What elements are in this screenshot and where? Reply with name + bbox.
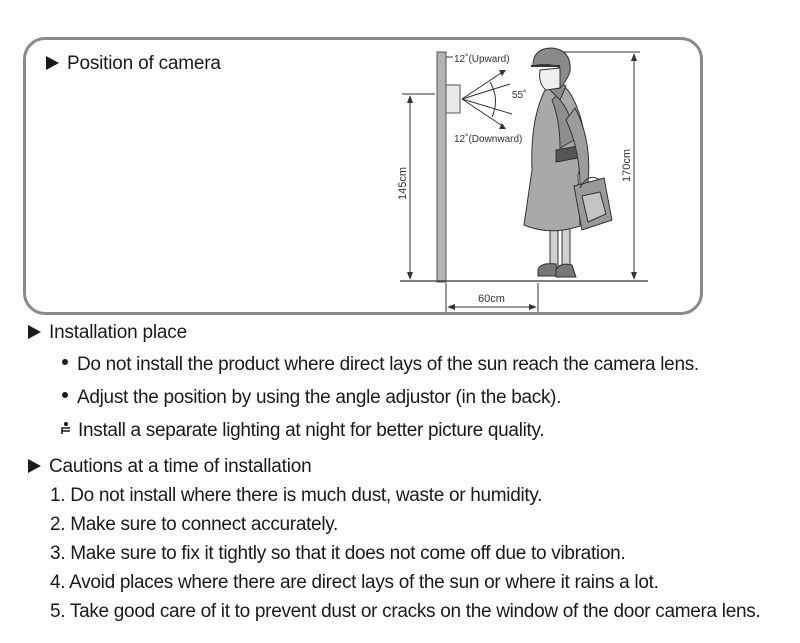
note-item: [60, 420, 544, 442]
cautions-heading-text: Cautions at a time of installation: [49, 456, 312, 477]
camera-unit: [446, 85, 460, 113]
installation-place-heading-text: Installation place: [49, 322, 187, 343]
person-figure: [524, 48, 612, 277]
camera-height-label: 145cm: [397, 166, 409, 200]
list-item: [62, 354, 699, 376]
downward-label: 12˚(Downward): [454, 134, 523, 145]
list-item-text: Do not install the product where direct lays of the sun reach the camera lens.: [77, 354, 699, 375]
wall: [437, 52, 446, 282]
caution-item: 1. Do not install where there is much dust, waste or humidity.: [50, 485, 543, 506]
cautions-heading: [28, 456, 312, 478]
angle-arrow-upward: [499, 70, 506, 76]
caution-item: 3. Make sure to fix it tightly so that it does not come off due to vibration.: [50, 543, 626, 564]
bullet-dot-icon: [62, 392, 68, 398]
camera-height-arrow-top: [407, 95, 413, 103]
installation-place-heading: [28, 322, 187, 344]
upward-label: 12˚(Upward): [454, 54, 510, 65]
list-item-text: Adjust the position by using the angle adjustor (in the back).: [77, 387, 562, 408]
person-height-arrow-top: [631, 53, 637, 61]
note-icon: [60, 421, 72, 438]
caution-item: 5. Take good care of it to prevent dust or cracks on the window of the door camera lens.: [50, 601, 761, 622]
triangle-bullet-icon: [28, 459, 41, 473]
bullet-dot-icon: [62, 359, 68, 365]
person-height-label: 170cm: [621, 148, 633, 182]
caution-item: 2. Make sure to connect accurately.: [50, 514, 339, 535]
distance-arrow-right: [529, 304, 537, 310]
triangle-bullet-icon: [28, 325, 41, 339]
panel-title-text: Position of camera: [67, 53, 221, 74]
note-text: Install a separate lighting at night for better picture quality.: [78, 420, 545, 441]
caution-item: 4. Avoid places where there are direct lays of the sun or where it rains a lot.: [50, 572, 659, 593]
person-height-arrow-bottom: [631, 272, 637, 280]
distance-arrow-left: [447, 304, 455, 310]
angle-label: 55˚: [512, 90, 527, 101]
camera-height-arrow-bottom: [407, 272, 413, 280]
distance-label: 60cm: [478, 293, 505, 305]
list-item: [62, 387, 561, 409]
